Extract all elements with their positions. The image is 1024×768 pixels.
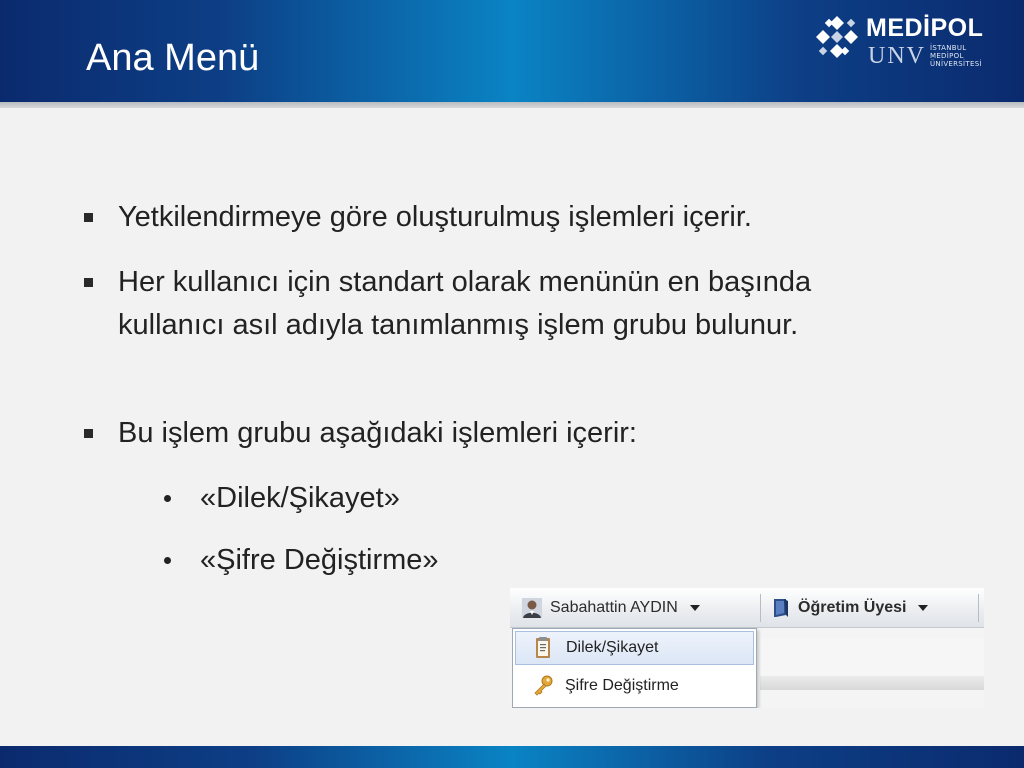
book-icon [770,596,792,620]
bullet-text: Bu işlem grubu aşağıdaki işlemleri içerir: [118,417,637,449]
role-menu-button[interactable] [770,594,928,622]
square-bullet-icon [84,278,93,287]
square-bullet-icon [84,429,93,438]
round-bullet-icon [164,557,171,564]
user-menu-button[interactable] [520,594,700,622]
slide-footer [0,746,1024,768]
role-menu-label: Öğretim Üyesi [798,599,907,616]
logo-sub-line: İSTANBUL [930,44,967,52]
round-bullet-icon [164,495,171,502]
menu-item-dilek-sikayet[interactable] [515,631,754,665]
chevron-down-icon [918,605,928,611]
header-divider [0,102,1024,108]
medipol-logo-mark-icon [814,14,860,60]
bullet-text: Her kullanıcı için standart olarak menünün en başında kullanıcı asıl adıyla tanımlanmış işlem grubu bulunur. [118,266,812,341]
user-dropdown-menu [512,628,757,708]
logo-subtitle [930,44,982,68]
user-menu-label: Sabahattin AYDIN [550,599,678,616]
sub-bullet-text: «Dilek/Şikayet» [200,482,400,514]
slide-title: Ana Menü [86,37,260,79]
user-avatar-icon [520,596,544,620]
square-bullet-icon [84,213,93,222]
app-toolbar [510,588,984,628]
logo-sub-line: MEDİPOL [930,52,964,60]
bullet-text: Yetkilendirmeye göre oluşturulmuş işlemleri içerir. [118,201,752,233]
medipol-logo [814,12,984,76]
logo-name: MEDİPOL [866,14,984,42]
chevron-down-icon [690,605,700,611]
menu-item-sifre-degistirme[interactable] [515,669,754,703]
sub-bullet-text: «Şifre Değiştirme» [200,544,439,576]
content-area [760,638,984,690]
menu-item-label: Şifre Değiştirme [565,677,679,694]
toolbar-separator [978,594,979,622]
logo-unv: UNV [868,43,926,69]
menu-screenshot [510,588,984,708]
key-icon [527,674,557,698]
toolbar-separator [760,594,761,622]
clipboard-icon [528,636,558,660]
logo-sub-line: ÜNİVERSİTESİ [930,60,982,68]
menu-item-label: Dilek/Şikayet [566,639,659,656]
